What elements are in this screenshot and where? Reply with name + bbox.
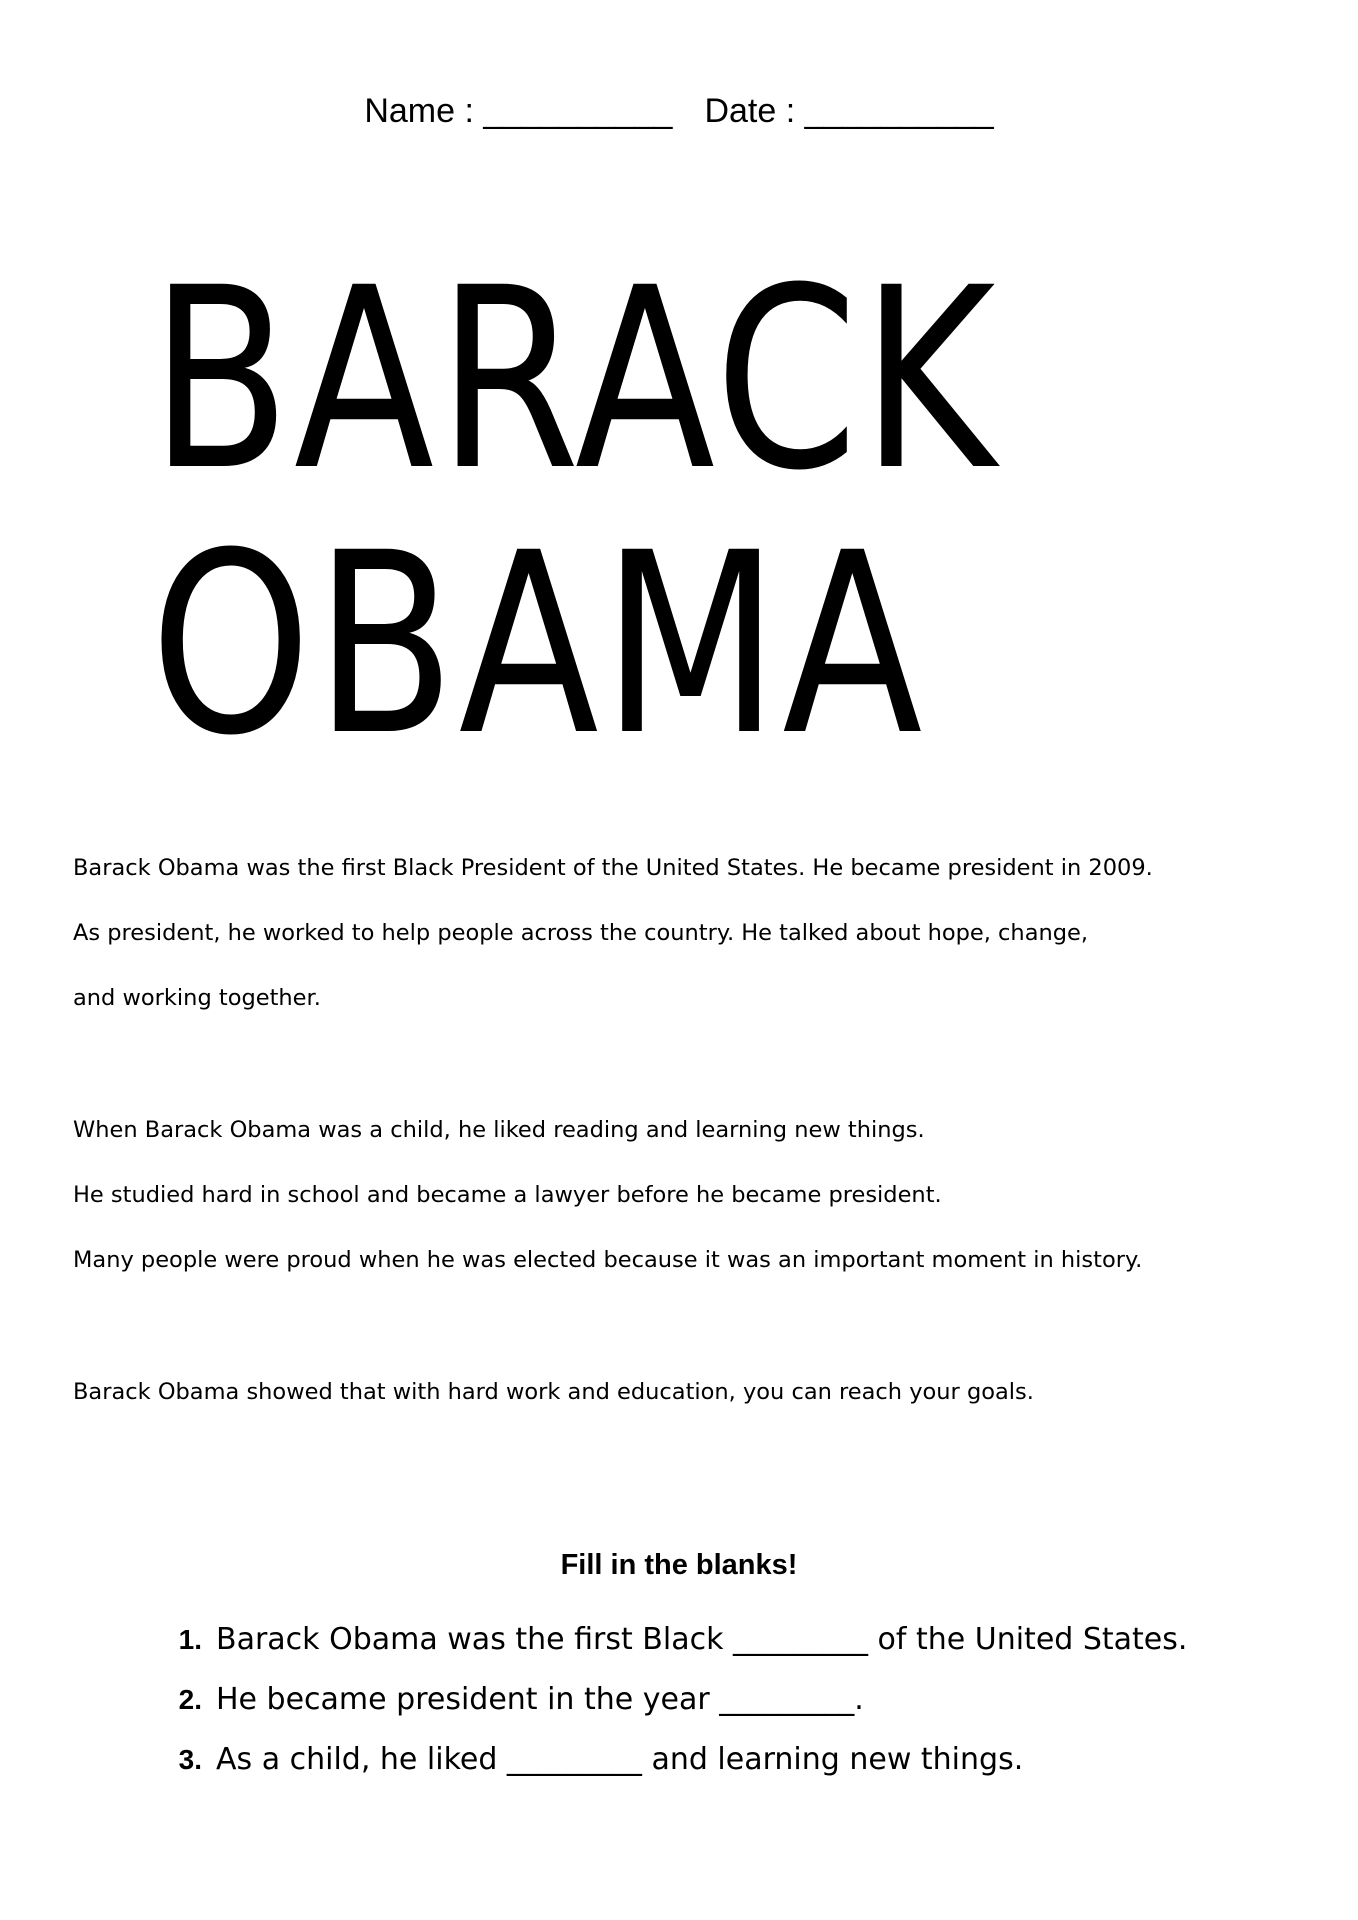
paragraph-3 (73, 1360, 1313, 1425)
paragraph-line: When Barack Obama was a child, he liked reading and learning new things. (73, 1117, 925, 1143)
question-text: As a child, he liked _________ and learning new things. (216, 1742, 1024, 1777)
title-line-2: OBAMA (150, 499, 926, 790)
question-item (150, 1670, 1300, 1730)
question-list (150, 1610, 1300, 1790)
name-date-header (0, 88, 1358, 134)
question-item (150, 1730, 1300, 1790)
paragraph-line: Barack Obama showed that with hard work and education, you can reach your goals. (73, 1379, 1034, 1405)
question-number: 2. (178, 1684, 202, 1715)
question-number: 3. (178, 1744, 202, 1775)
question-item (150, 1610, 1300, 1670)
paragraph-line: Barack Obama was the first Black President of the United States. He became president in 2009. (73, 855, 1153, 881)
paragraph-line: and working together. (73, 985, 321, 1011)
paragraph-line: As president, he worked to help people across the country. He talked about hope, change, (73, 920, 1089, 946)
paragraph-line: Many people were proud when he was elected because it was an important moment in history. (73, 1247, 1143, 1273)
date-field-label: Date : __________ (704, 92, 994, 130)
paragraph-2 (73, 1098, 1313, 1293)
question-text: He became president in the year _________. (216, 1682, 864, 1717)
paragraph-line: He studied hard in school and became a lawyer before he became president. (73, 1182, 942, 1208)
name-field-label: Name : __________ (364, 92, 673, 130)
question-number: 1. (178, 1624, 202, 1655)
exercise-heading: Fill in the blanks! (560, 1549, 798, 1581)
paragraph-1 (73, 836, 1313, 1031)
question-text: Barack Obama was the first Black _________ of the United States. (216, 1622, 1188, 1657)
title-line-1: BARACK (150, 234, 999, 525)
